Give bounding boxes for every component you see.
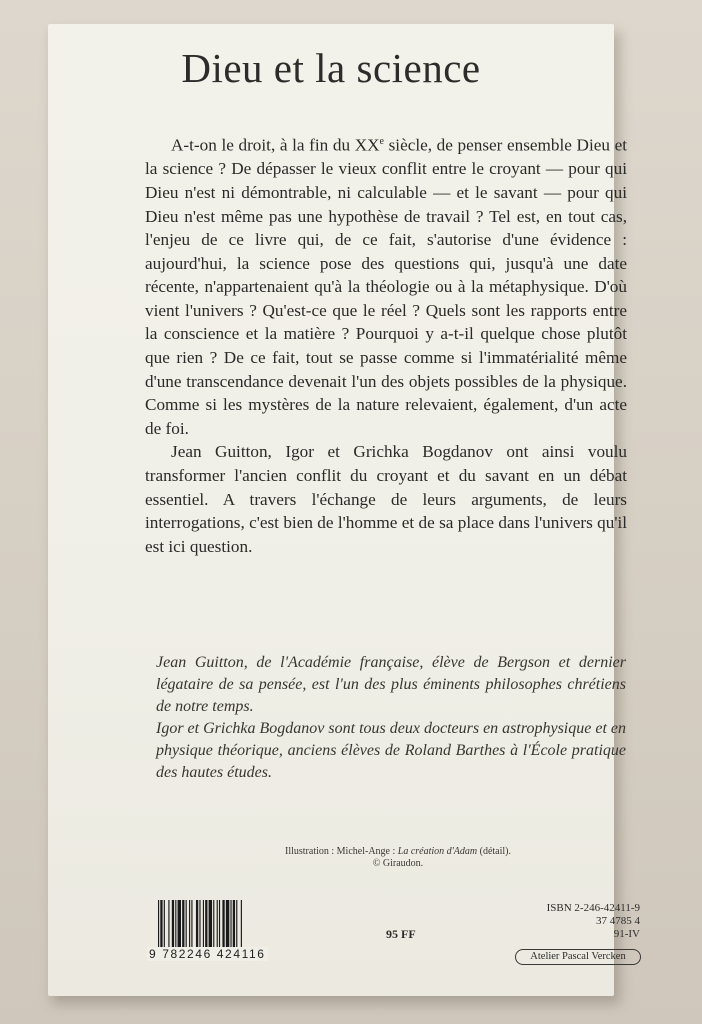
barcode-bar (182, 900, 184, 950)
barcode-bar (186, 900, 187, 950)
isbn: ISBN 2-246-42411-9 (546, 902, 640, 914)
credit-copyright: © Giraudon. (372, 858, 424, 869)
barcode-bar (219, 900, 220, 950)
isbn-block (518, 902, 640, 941)
blurb-p1-rest: siècle, de penser ensemble Dieu et la science ? De dépasser le vieux conflit entre le croyant — pour qui Dieu n'est ni démontrable, ni calculable — et le savant — pour qui Dieu n'est même pas une hypothèse de travail ? Tel est, en tout cas, l'enjeu de ce livre qui, de ce fait, s'autorise d'une évidence : aujourd'hui, la science pose des questions qui, jusqu'à une date récente, n'appartenaient qu'à la théologie ou à la métaphysique. D'où vient l'univers ? Qu'est-ce que le réel ? Quels sont les rapports entre la conscience et la matière ? Pourquoi y a-t-il quelque chose plutôt que rien ? De ce fait, tout se passe comme si l'immatérialité même d'une transcendance devenait l'un des objets possibles de la physique. Comme si les mystères de la nature relevaient, également, d'un acte de foi. (145, 135, 627, 438)
author-bios (156, 652, 626, 784)
barcode-bar (217, 900, 218, 950)
publisher-badge: Atelier Pascal Vercken (515, 949, 641, 965)
blurb-paragraph-1 (145, 130, 627, 440)
book-back-cover (48, 24, 640, 996)
credit-work: La création d'Adam (397, 846, 478, 857)
barcode-bar (213, 900, 214, 950)
barcode-bar (164, 900, 165, 950)
barcode-bar (168, 900, 169, 950)
blurb-p1-start: A-t-on le droit, à la fin du XX (171, 135, 380, 155)
author-bio-guitton: Jean Guitton, de l'Académie française, élève de Bergson et dernier légataire de sa pensée, est l'un des plus éminents philosophes chrétiens de notre temps. (156, 654, 626, 715)
barcode-bar (160, 900, 162, 950)
illustration-credit (228, 846, 568, 870)
barcode-bar (172, 900, 174, 950)
barcode-bar (230, 900, 231, 950)
barcode-bar (233, 900, 235, 950)
barcode-bar (175, 900, 176, 950)
print-code: 91-IV (613, 928, 640, 940)
blurb (145, 130, 627, 558)
credit-suffix: (détail). (477, 846, 511, 857)
blurb-paragraph-2: Jean Guitton, Igor et Grichka Bogdanov ont ainsi voulu transformer l'ancien conflit du croyant et du savant en un débat essentiel. A travers l'échange de leurs arguments, de leurs interrogations, c'est bien de l'homme et de sa place dans l'univers qu'il est ici question. (145, 442, 627, 556)
barcode-number: 9 782246 424116 (149, 947, 266, 961)
book-title: Dieu et la science (181, 45, 481, 91)
barcode-bar (209, 900, 212, 950)
credit-prefix: Illustration : Michel-Ange : (285, 846, 398, 857)
barcode-bar (191, 900, 192, 950)
barcode-bar (222, 900, 224, 950)
catalog-number: 37 4785 4 (596, 915, 640, 927)
barcode-bar (203, 900, 204, 950)
barcode-bar (226, 900, 229, 950)
century-superscript: e (379, 136, 384, 147)
barcode-bar (196, 900, 198, 950)
barcode-bar (178, 900, 181, 950)
barcode-bar (236, 900, 237, 950)
barcode-bar (189, 900, 190, 950)
barcode-bar (205, 900, 207, 950)
price: 95 FF (386, 927, 416, 941)
author-bio-bogdanov: Igor et Grichka Bogdanov sont tous deux docteurs en astrophysique et en physique théorique, anciens élèves de Roland Barthes à l'École pratique des hautes études. (156, 720, 626, 781)
